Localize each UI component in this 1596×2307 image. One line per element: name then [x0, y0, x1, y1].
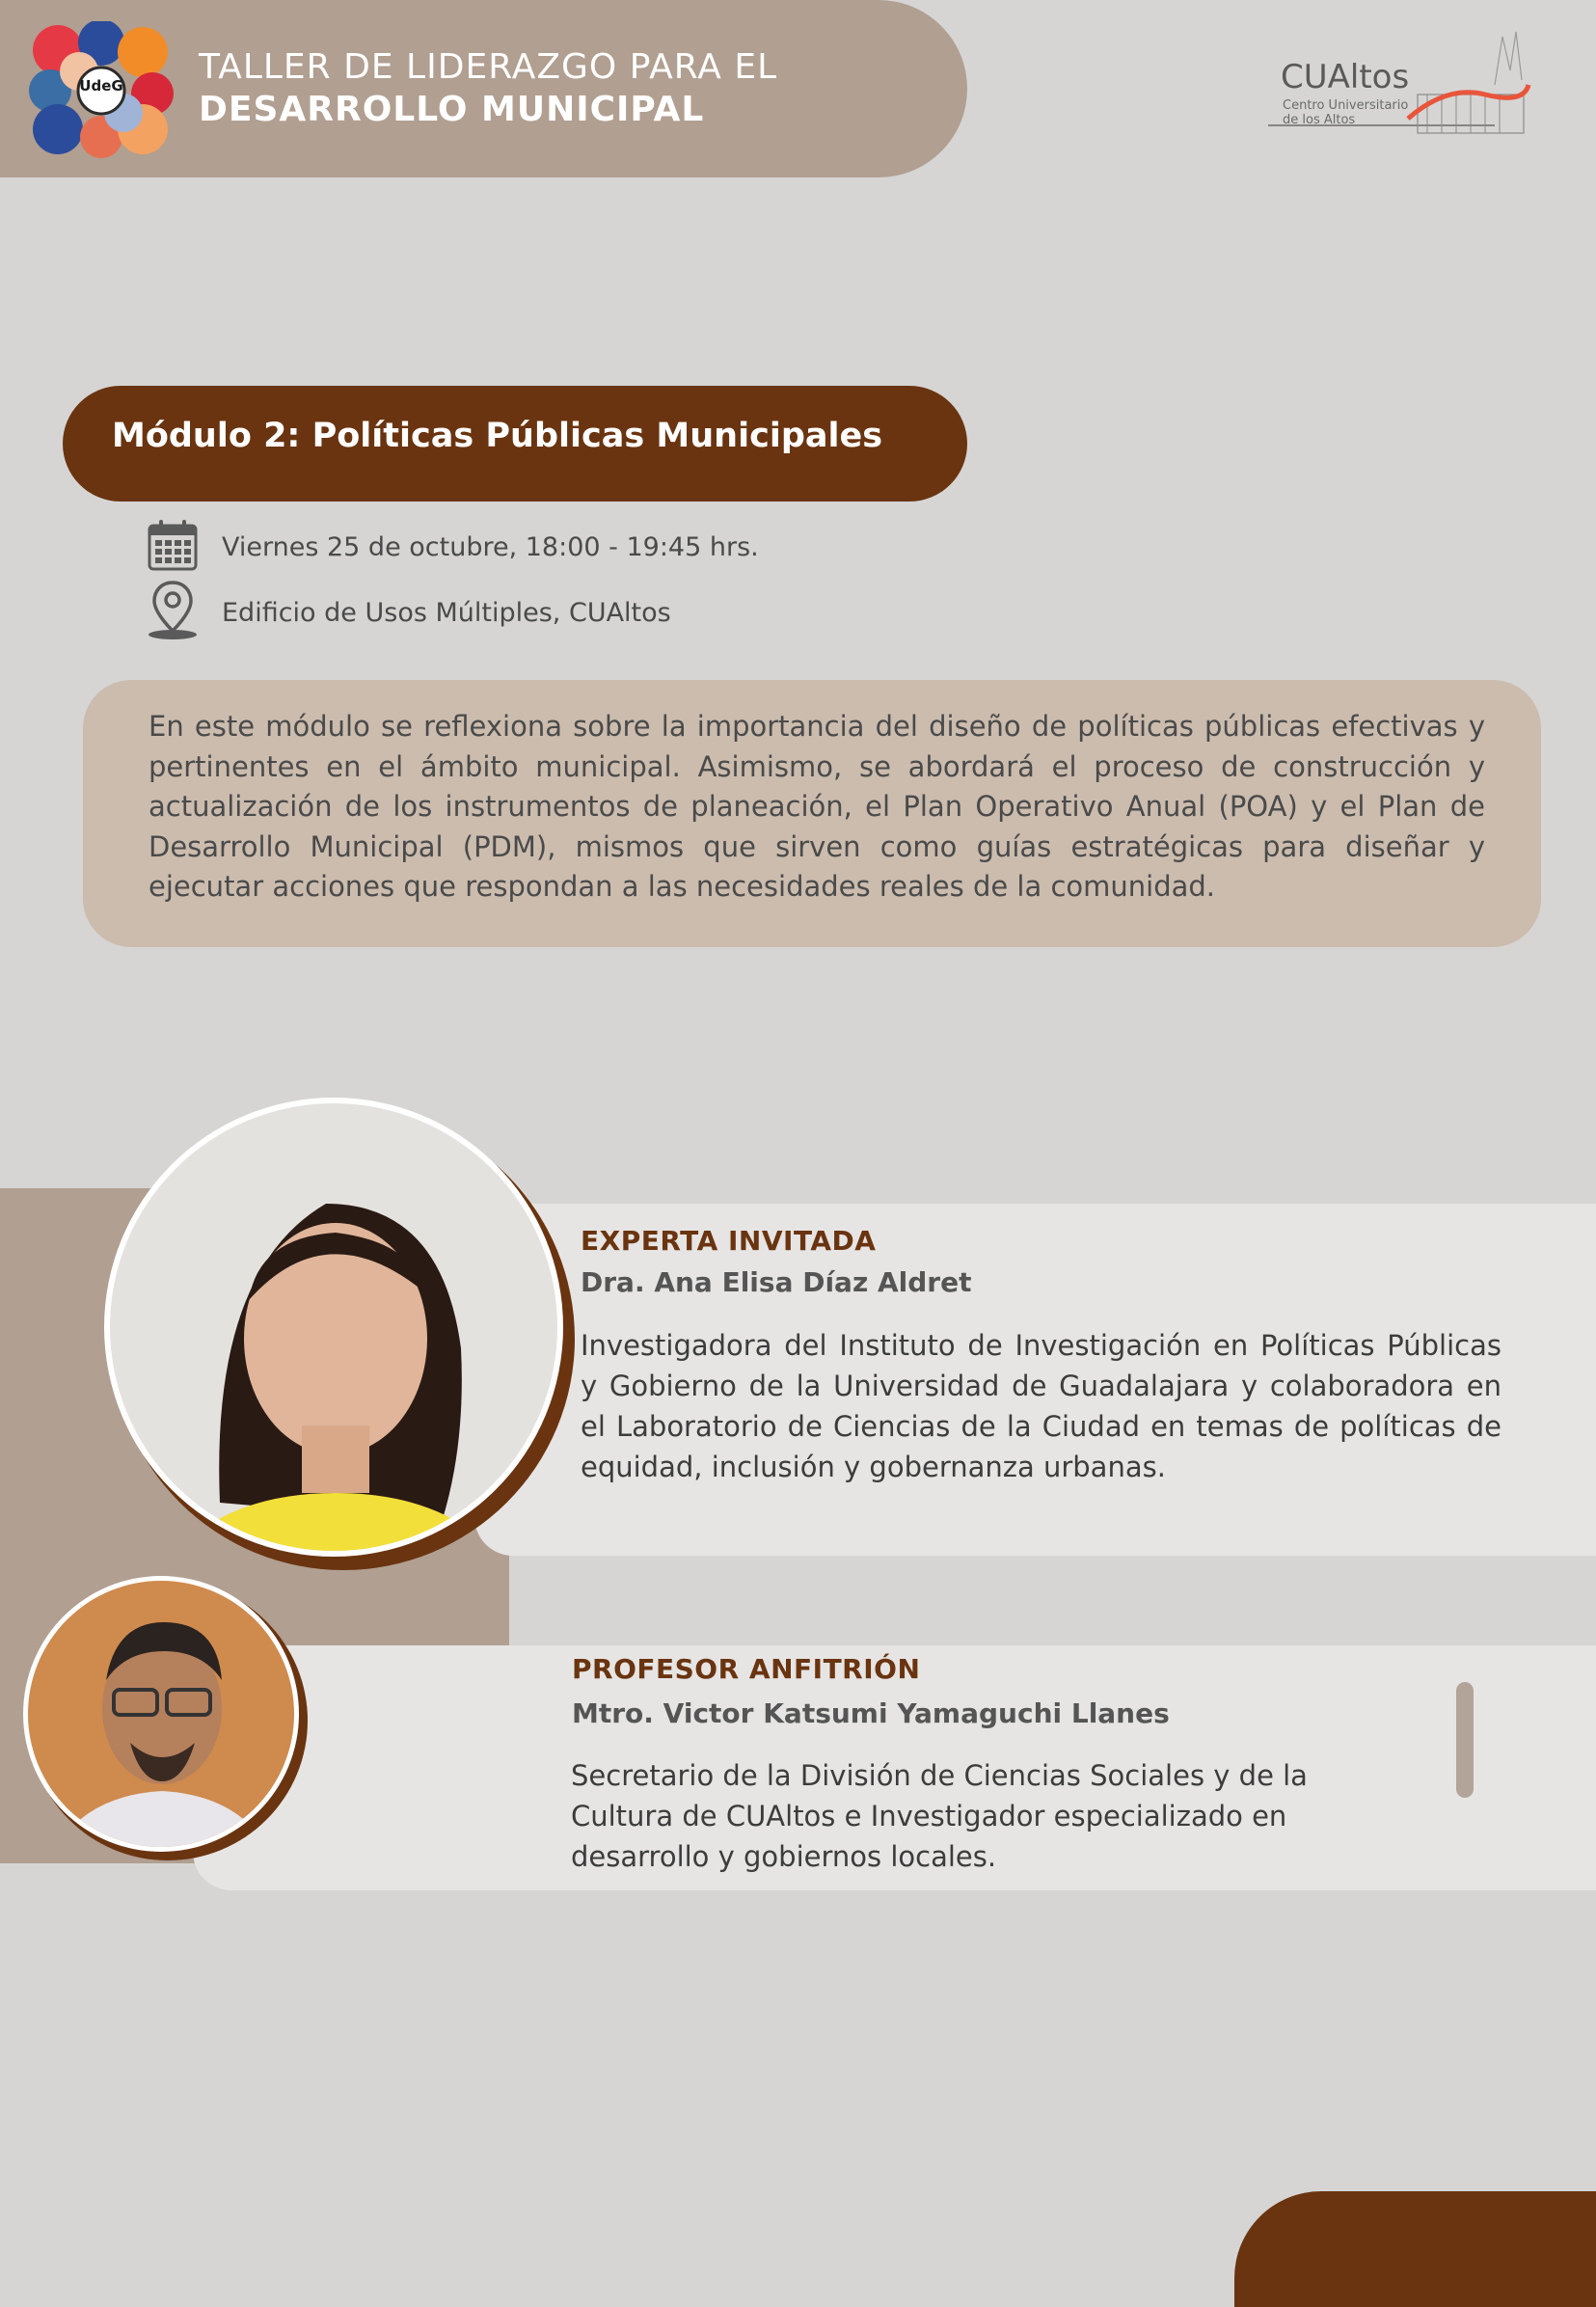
header-title-line2: DESARROLLO MUNICIPAL: [199, 90, 705, 129]
cualtos-subtitle-line1: Centro Universitario: [1283, 98, 1409, 113]
udeg-logo: [29, 21, 174, 158]
host-name: Mtro. Victor Katsumi Yamaguchi Llanes: [572, 1697, 1170, 1729]
calendar-icon: [147, 518, 199, 576]
scroll-handle[interactable]: [1456, 1682, 1474, 1798]
cualtos-name: CUAltos: [1281, 58, 1410, 96]
header-title: [199, 46, 777, 131]
expert-role: EXPERTA INVITADA: [581, 1225, 877, 1257]
corner-decoration: [1234, 2191, 1596, 2307]
cualtos-subtitle: [1283, 98, 1408, 127]
location-pin-icon: [147, 579, 199, 644]
host-bio: Secretario de la División de Ciencias Sociales y de la Cultura de CUAltos e Investigador especializado en desarrollo y gobiernos locales.: [571, 1759, 1308, 1873]
cualtos-subtitle-line2: de los Altos: [1283, 113, 1356, 127]
expert-photo: [95, 1098, 577, 1580]
module-title: Módulo 2: Políticas Públicas Municipales: [112, 417, 883, 455]
module-description: En este módulo se reflexiona sobre la importancia del diseño de políticas públicas efectivas y pertinentes en el ámbito municipal. Asimismo, se abordará el proceso de construcción y actualización de los instrumentos de planeación, el Plan Operativo Anual (POA) y el Plan de Desarrollo Municipal (PDM), mismos que sirven como guías estratégicas para diseñar y ejecutar acciones que respondan a las necesidades reales de la comunidad.: [149, 710, 1485, 903]
module-location: Edificio de Usos Múltiples, CUAltos: [222, 598, 671, 628]
host-role: PROFESOR ANFITRIÓN: [572, 1653, 921, 1685]
udeg-logo-text: UdeG: [79, 77, 123, 95]
header-title-line1: TALLER DE LIDERAZGO PARA EL: [199, 47, 778, 87]
expert-bio: Investigadora del Instituto de Investigación en Políticas Públicas y Gobierno de la Universidad de Guadalajara y colaboradora en el Laboratorio de Ciencias de la Ciudad en temas de políticas de equidad, inclusión y gobernanza urbanas.: [581, 1329, 1501, 1483]
host-photo: [19, 1574, 309, 1863]
expert-name: Dra. Ana Elisa Díaz Aldret: [581, 1266, 972, 1298]
cualtos-logo: [1263, 27, 1533, 172]
module-date: Viernes 25 de octubre, 18:00 - 19:45 hrs.: [222, 532, 759, 562]
